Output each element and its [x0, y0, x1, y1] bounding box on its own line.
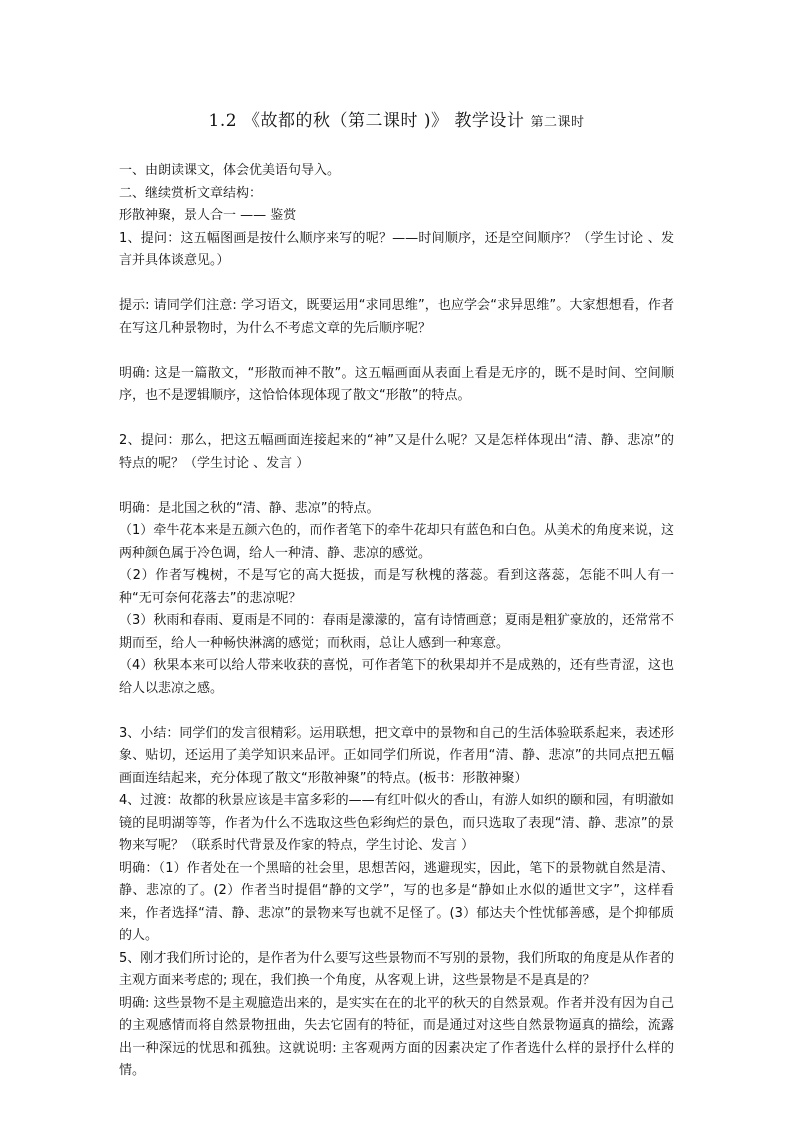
paragraph: （3）秋雨和春雨、夏雨是不同的：春雨是濛濛的，富有诗情画意；夏雨是粗犷豪放的，还常常不期而至，给人一种畅快淋漓的感觉；而秋雨，总让人感到一种寒意。: [119, 613, 674, 651]
paragraph-spacer: [119, 700, 674, 723]
paragraph: （2）作者写槐树，不是写它的高大挺拔，而是写秋槐的落蕊。看到这落蕊，怎能不叫人有一种“无可奈何花落去”的悲凉呢？: [119, 568, 674, 606]
title-suffix: 第二课时: [530, 115, 585, 130]
paragraph: （4）秋果本来可以给人带来收获的喜悦，可作者笔下的秋果却并不是成熟的，还有些青涩，这也给人以悲凉之感。: [119, 658, 674, 696]
paragraph: 5、刚才我们所讨论的，是作者为什么要写这些景物而不写别的景物，我们所取的角度是从作者的主观方面来考虑的; 现在，我们换一个角度，从客观上讲，这些景物是不是真是的？: [119, 950, 674, 988]
paragraph: 明确: 这些景物不是主观臆造出来的，是实实在在的北平的秋天的自然景观。作者并没有因为自己的主观感情而将自然景物扭曲，失去它固有的特征，而是通过对这些自然景物逼真的描绘，流露出一种深远的忧思和孤独。这就说明: 主客观两方面的因素决定了作者选什么样的景抒什么样的情。: [119, 995, 674, 1078]
document-body: [119, 160, 674, 1083]
paragraph: 明确：（1）作者处在一个黑暗的社会里，思想苦闷，逃避现实，因此，笔下的景物就自然是清、静、悲凉的了。(2）作者当时提倡“静的文学”，写的也多是“静如止水似的遁世文字”，这样看来，作者选择“清、静、悲凉”的景物来写也就不足怪了。(3）郁达夫个性忧郁善感，是个抑郁质的人。: [119, 860, 674, 943]
paragraph: 4、过渡：故都的秋景应该是丰富多彩的——有红叶似火的香山，有游人如织的颐和园，有明澈如镜的昆明湖等等，作者为什么不选取这些色彩绚烂的景色，而只选取了表现“清、静、悲凉”的景物来写呢？（联系时代背景及作家的特点，学生讨论、发言 ）: [119, 793, 674, 853]
paragraph: （1）牵牛花本来是五颜六色的，而作者笔下的牵牛花却只有蓝色和白色。从美术的角度来说，这两种颜色属于冷色调，给人一种清、静、悲凉的感觉。: [119, 523, 674, 561]
paragraph: 2、提问：那么，把这五幅画面连接起来的“神”又是什么呢？又是怎样体现出“清、静、悲凉”的特点的呢？（学生讨论 、发言 ）: [119, 433, 674, 471]
document-title: [119, 110, 674, 134]
paragraph: 明确：是北国之秋的“清、静、悲凉”的特点。: [119, 500, 380, 516]
paragraph: 3、小结：同学们的发言很精彩。运用联想，把文章中的景物和自己的生活体验联系起来，表述形象、贴切，还运用了美学知识来品评。正如同学们所说，作者用“清、静、悲凉”的共同点把五幅画面连结起来，充分体现了散文“形散神聚”的特点。(板书：形散神聚）: [119, 725, 674, 786]
paragraph: 形散神聚，景人合一 —— 鉴赏: [119, 208, 297, 223]
paragraph-spacer: [119, 475, 674, 498]
paragraph: 提示: 请同学们注意: 学习语文，既要运用“求同思维”，也应学会“求异思维”。大家想想看，作者在写这几种景物时，为什么不考虑文章的先后顺序呢？: [119, 298, 674, 336]
paragraph-spacer: [119, 408, 674, 431]
paragraph: 一、由朗读课文，体会优美语句导入。: [119, 163, 341, 178]
title-main: 1.2 《故都的秋（第二课时 )》 教学设计: [208, 111, 525, 131]
paragraph-spacer: [119, 340, 674, 363]
paragraph: 明确: 这是一篇散文，“形散而神不散”。这五幅画面从表面上看是无序的，既不是时间、空间顺序，也不是逻辑顺序，这恰恰体现体现了散文“形散”的特点。: [119, 365, 674, 403]
paragraph: 1、提问：这五幅图画是按什么顺序来写的呢？——时间顺序，还是空间顺序？（学生讨论 、发言并具体谈意见。）: [119, 230, 674, 268]
paragraph-spacer: [119, 273, 674, 296]
paragraph: 二、继续赏析文章结构：: [119, 185, 263, 201]
